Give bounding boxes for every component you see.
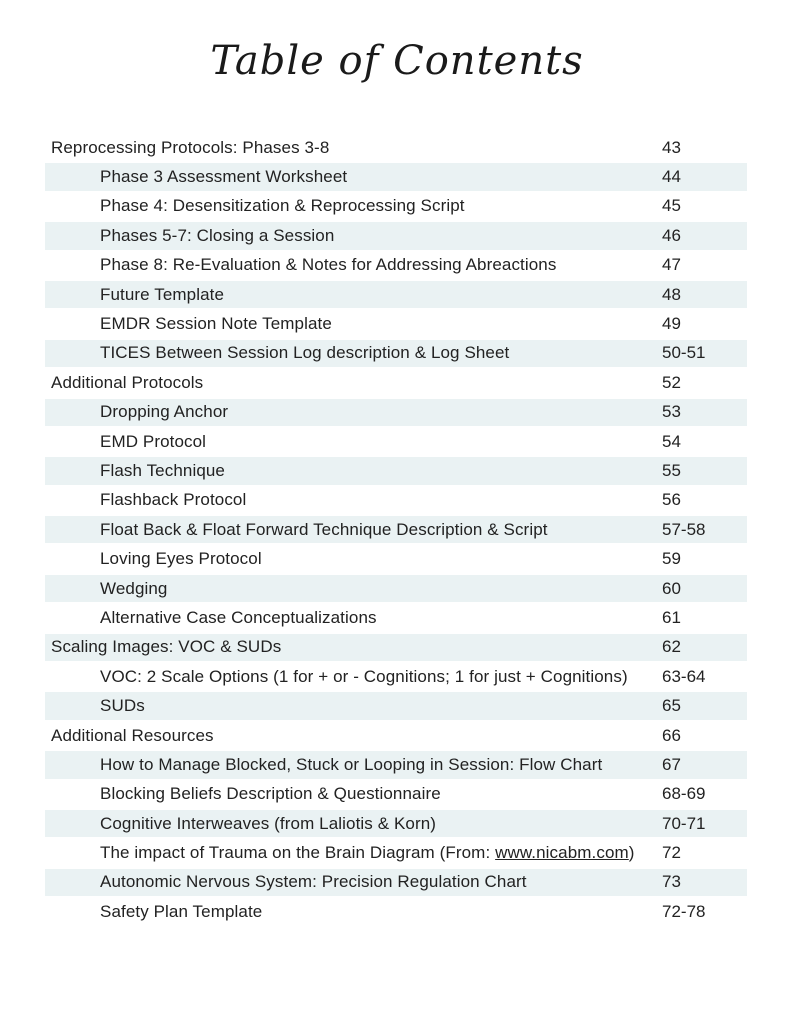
toc-entry <box>45 780 747 809</box>
toc-entry-page: 50-51 <box>662 343 706 363</box>
toc-entry-page: 59 <box>662 549 681 569</box>
toc-entry-label: Flash Technique <box>100 460 225 480</box>
toc-entry <box>45 721 747 750</box>
toc-entry-page: 65 <box>662 696 681 716</box>
toc-entry-label: Phases 5-7: Closing a Session <box>100 225 335 245</box>
toc-entry <box>45 691 747 720</box>
toc-entry <box>45 251 747 280</box>
toc-entry-page: 45 <box>662 196 681 216</box>
toc-entry-label: The impact of Trauma on the Brain Diagram (From: www.nicabm.com) <box>100 843 635 863</box>
toc-entry <box>45 456 747 485</box>
toc-entry-page: 68-69 <box>662 784 706 804</box>
toc-entry-label: EMDR Session Note Template <box>100 314 332 334</box>
toc-entry <box>45 750 747 779</box>
toc-entry-page: 72 <box>662 843 681 863</box>
toc-entry <box>45 809 747 838</box>
toc-entry <box>45 309 747 338</box>
toc-entry-page: 73 <box>662 872 681 892</box>
toc-entry-label: Safety Plan Template <box>100 901 263 921</box>
toc-entry-label: Flashback Protocol <box>100 490 247 510</box>
toc-entry <box>45 897 747 926</box>
toc-entry-page: 70-71 <box>662 813 706 833</box>
toc-entry-page: 61 <box>662 607 681 627</box>
toc-entry-page: 56 <box>662 490 681 510</box>
toc-entry <box>45 398 747 427</box>
toc-entry-label: Loving Eyes Protocol <box>100 549 262 569</box>
toc-entry-page: 54 <box>662 431 681 451</box>
toc-entry <box>45 133 747 162</box>
toc-entry <box>45 280 747 309</box>
toc-entry-page: 66 <box>662 725 681 745</box>
toc-entry <box>45 486 747 515</box>
toc-entry-label: How to Manage Blocked, Stuck or Looping in Session: Flow Chart <box>100 754 603 774</box>
nicabm-link[interactable]: www.nicabm.com <box>495 843 629 863</box>
toc-list <box>45 133 747 927</box>
toc-entry <box>45 192 747 221</box>
toc-entry <box>45 662 747 691</box>
toc-entry-page: 46 <box>662 225 681 245</box>
toc-entry <box>45 515 747 544</box>
toc-entry-page: 52 <box>662 372 681 392</box>
toc-entry-label: Blocking Beliefs Description & Questionnaire <box>100 784 441 804</box>
toc-entry <box>45 838 747 867</box>
toc-entry-label: Autonomic Nervous System: Precision Regulation Chart <box>100 872 527 892</box>
toc-entry-label: Phase 8: Re-Evaluation & Notes for Addressing Abreactions <box>100 255 557 275</box>
toc-entry-page: 72-78 <box>662 901 706 921</box>
toc-entry-label: Float Back & Float Forward Technique Description & Script <box>100 519 548 539</box>
toc-entry-page: 55 <box>662 460 681 480</box>
toc-entry-page: 60 <box>662 578 681 598</box>
toc-entry-page: 47 <box>662 255 681 275</box>
toc-entry-page: 44 <box>662 167 681 187</box>
toc-entry-page: 62 <box>662 637 681 657</box>
toc-entry-label: SUDs <box>100 696 145 716</box>
toc-entry-label: Wedging <box>100 578 168 598</box>
toc-entry-page: 49 <box>662 314 681 334</box>
toc-entry-label: Reprocessing Protocols: Phases 3-8 <box>51 137 330 157</box>
toc-entry-label: Cognitive Interweaves (from Laliotis & Korn) <box>100 813 437 833</box>
toc-entry-page: 57-58 <box>662 519 706 539</box>
toc-entry-page: 48 <box>662 284 681 304</box>
toc-entry-label: Phase 3 Assessment Worksheet <box>100 167 348 187</box>
toc-entry-label: Phase 4: Desensitization & Reprocessing Script <box>100 196 465 216</box>
toc-entry-page: 53 <box>662 402 681 422</box>
toc-entry-label: VOC: 2 Scale Options (1 for + or - Cognitions; 1 for just + Cognitions) <box>100 666 628 686</box>
page-title: Table of Contents <box>210 38 584 84</box>
toc-entry-page: 67 <box>662 754 681 774</box>
toc-entry <box>45 544 747 573</box>
toc-entry <box>45 368 747 397</box>
toc-entry-label: Alternative Case Conceptualizations <box>100 607 377 627</box>
toc-entry-label: Scaling Images: VOC & SUDs <box>51 637 282 657</box>
toc-entry-label: Additional Resources <box>51 725 214 745</box>
toc-entry <box>45 427 747 456</box>
toc-entry-label: EMD Protocol <box>100 431 207 451</box>
toc-entry <box>45 633 747 662</box>
toc-entry <box>45 221 747 250</box>
toc-entry-page: 43 <box>662 137 681 157</box>
toc-entry-label: Future Template <box>100 284 225 304</box>
toc-entry <box>45 339 747 368</box>
toc-entry-label: Additional Protocols <box>51 372 204 392</box>
toc-entry <box>45 603 747 632</box>
toc-entry <box>45 162 747 191</box>
toc-entry-label: Dropping Anchor <box>100 402 229 422</box>
toc-entry <box>45 868 747 897</box>
toc-entry-label: TICES Between Session Log description & Log Sheet <box>100 343 510 363</box>
toc-entry <box>45 574 747 603</box>
toc-entry-page: 63-64 <box>662 666 706 686</box>
